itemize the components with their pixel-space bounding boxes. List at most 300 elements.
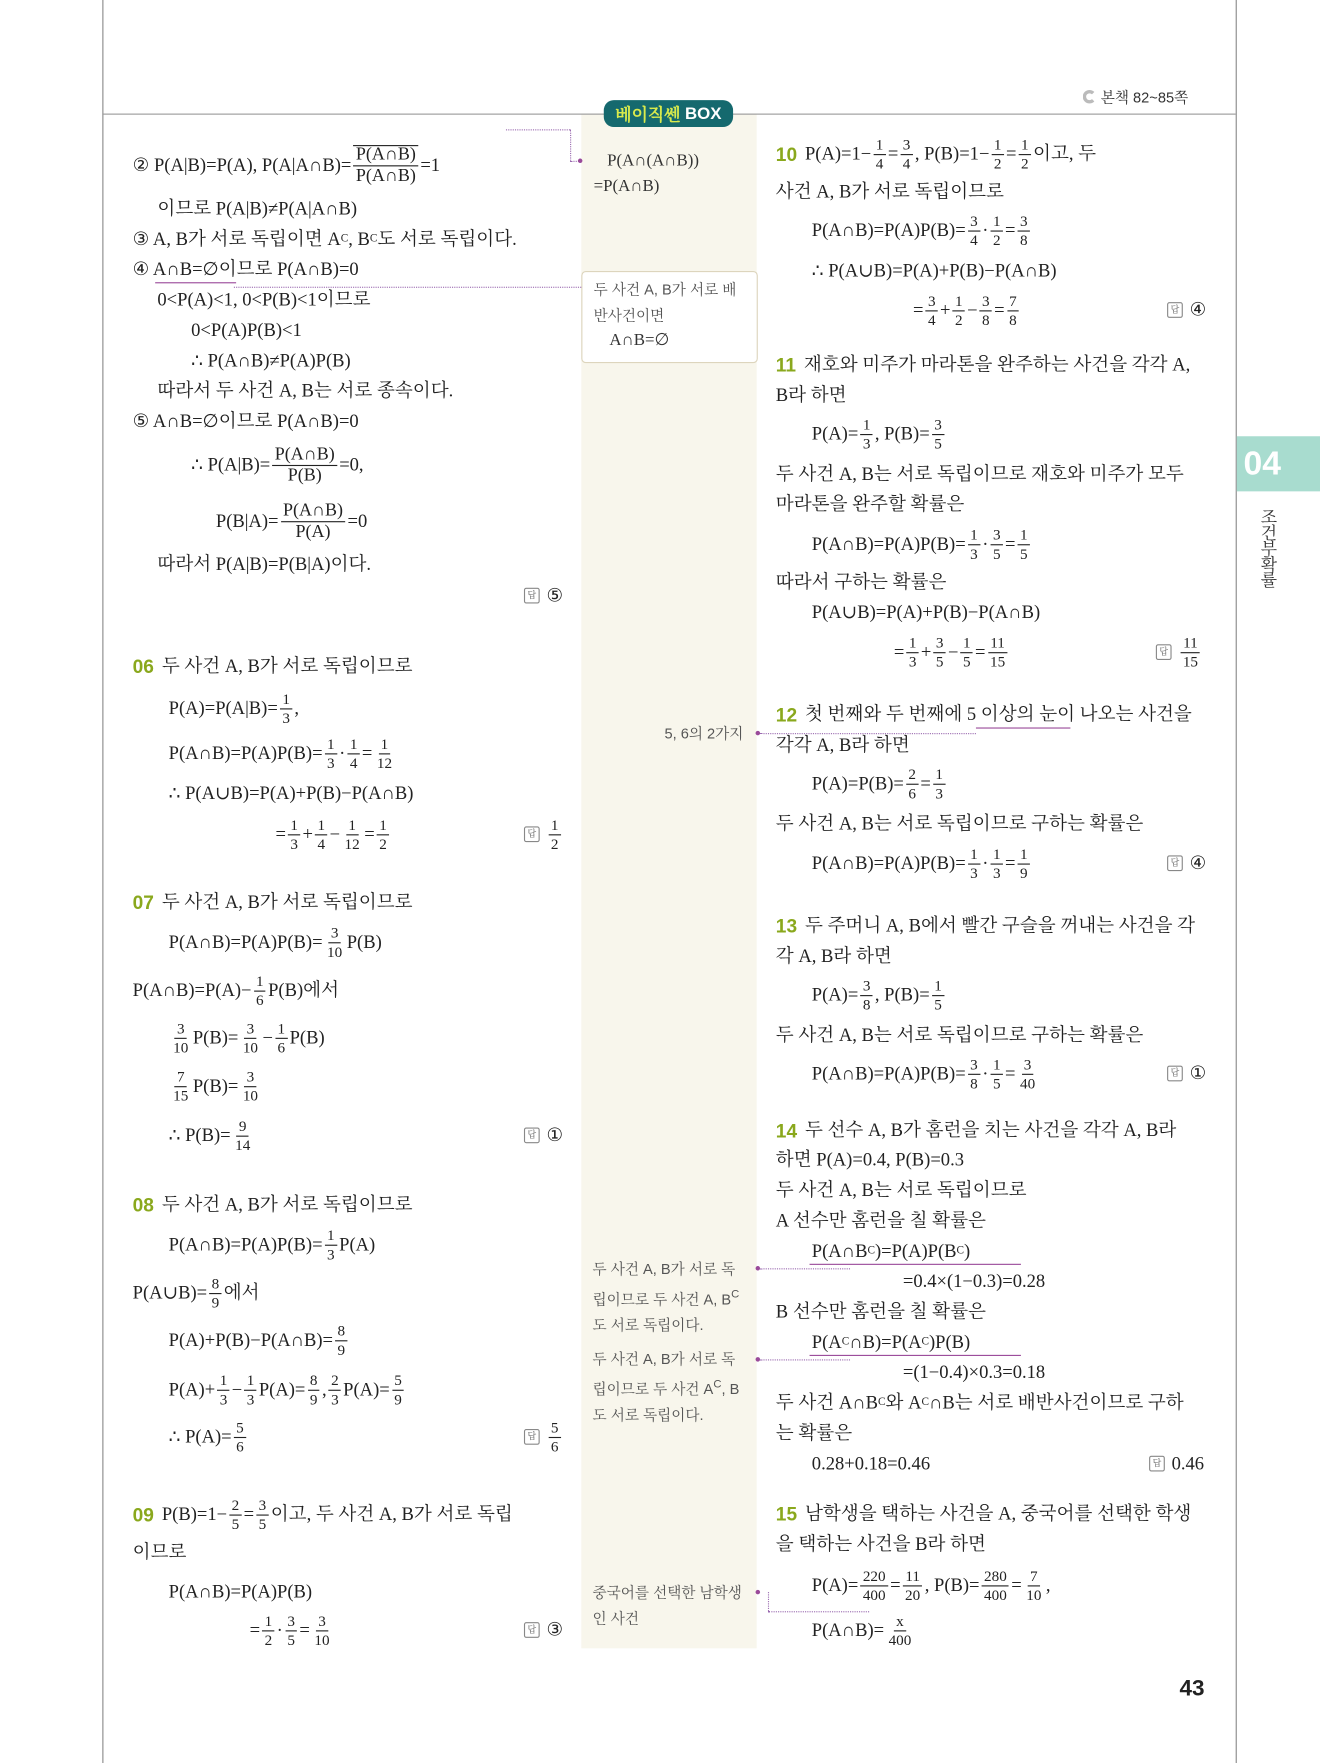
math-text: P(B)=: [192, 1074, 239, 1096]
denominator: 12: [376, 753, 393, 771]
solution-line: [169, 691, 299, 725]
fraction: [377, 817, 389, 851]
numerator: 1: [378, 736, 390, 753]
denominator: 5: [934, 995, 942, 1013]
superscript: C: [956, 1244, 965, 1258]
math-text: 두 사건 A, B는 서로 독립이므로 구하는 확률은: [775, 812, 1144, 834]
solution-line: [157, 552, 372, 575]
solution-line: [775, 914, 1196, 938]
numerator: 3: [934, 635, 946, 652]
math-text: ∩B)=P(A: [849, 1330, 922, 1353]
solution-line: [169, 1420, 249, 1454]
math-text: −: [262, 1026, 273, 1048]
math-text: 두 사건 A∩B: [775, 1391, 879, 1414]
note-line: A∩B=∅: [609, 331, 670, 350]
solution-line: [776, 1424, 852, 1443]
math-text: =: [1005, 532, 1016, 555]
solution-line: [169, 736, 397, 770]
solution-line: [191, 321, 302, 340]
numerator: 3: [1022, 1057, 1034, 1074]
fraction: [961, 635, 973, 669]
solution-line: [811, 1239, 971, 1262]
math-text: P(A∩B)=P(A)P(B)=: [811, 1062, 966, 1084]
fraction: [354, 145, 418, 185]
solution-line: [775, 945, 892, 967]
fraction: [934, 635, 946, 669]
chapter-title-vertical: 조건부확률: [1258, 508, 1278, 587]
answer: [524, 1126, 563, 1145]
page-number: 43: [1179, 1676, 1205, 1702]
denominator: 5: [962, 652, 971, 670]
denominator: 9: [337, 1340, 346, 1358]
problem-number: 09: [132, 1503, 154, 1526]
solution-line: [812, 417, 947, 451]
math-text: P(B): [289, 1026, 325, 1048]
fraction: [953, 293, 965, 327]
leader-line: [570, 129, 571, 160]
fraction: [285, 1613, 297, 1647]
fraction: [988, 635, 1008, 669]
math-text: 와 A: [885, 1391, 922, 1414]
math-text: A 선수만 홈런을 칠 확률은: [775, 1209, 986, 1231]
problem-number: 12: [775, 704, 798, 726]
fraction: [982, 1568, 1009, 1602]
math-text: =: [890, 1573, 901, 1596]
fraction: [932, 978, 944, 1012]
fraction: [342, 817, 362, 851]
numerator: 1: [254, 974, 266, 991]
denominator: 2: [264, 1630, 273, 1648]
numerator: 3: [968, 214, 980, 231]
problem-number: 15: [775, 1503, 798, 1526]
fraction: [392, 1373, 404, 1407]
numerator: 1: [907, 635, 919, 652]
math-text: P(A)+: [168, 1378, 216, 1400]
denominator: 3: [862, 434, 871, 452]
solution-line: [132, 1193, 413, 1216]
note-line: 립이므로 두 사건 $A^C$, B: [592, 1378, 740, 1398]
fraction: [217, 1373, 229, 1407]
denominator: 3: [992, 864, 1001, 881]
fraction: [1018, 847, 1030, 881]
fraction: [325, 1228, 337, 1262]
answer: [524, 1420, 563, 1454]
leader-line: [506, 129, 570, 130]
numerator: 3: [256, 1498, 268, 1515]
fraction: [209, 1276, 221, 1310]
underline: [810, 1264, 1021, 1265]
solution-line: [775, 1119, 1177, 1142]
superscript: C: [921, 1396, 929, 1409]
math-text: P(A∩B)=P(A)P(B)=: [811, 218, 966, 241]
superscript: C: [841, 1335, 850, 1349]
solution-line: [132, 258, 359, 280]
denominator: 3: [327, 1245, 335, 1263]
numerator: 9: [237, 1119, 249, 1136]
fraction: [1018, 1057, 1038, 1091]
math-text: P(A∩B)=P(A)P(B)=: [811, 851, 966, 874]
math-text: =: [1005, 218, 1016, 241]
solution-line: [812, 1613, 916, 1647]
denominator: 400: [984, 1585, 1007, 1603]
denominator: 3: [282, 708, 290, 726]
note-five-six: 5, 6의 2가지: [664, 725, 744, 743]
denominator: 10: [1026, 1585, 1042, 1603]
denominator: 400: [862, 1585, 886, 1603]
note-line: 두 사건 A, B가 서로 독: [592, 1350, 736, 1368]
math-text: =: [361, 741, 373, 764]
math-text: =: [1006, 142, 1017, 164]
solution-line: [775, 353, 1191, 377]
math-text: 이고, 두 사건 A, B가 서로 독립: [270, 1502, 513, 1525]
solution-line: [775, 493, 965, 515]
fraction: [873, 137, 885, 171]
numerator: 3: [329, 925, 341, 942]
fraction: [280, 691, 292, 725]
fraction: [861, 1568, 888, 1602]
solution-line: [133, 1543, 187, 1562]
solution-line: [157, 288, 371, 311]
numerator: 3: [244, 1021, 256, 1038]
solution-line: [775, 733, 910, 756]
note-line: 반사건이면: [593, 306, 665, 324]
answer: [524, 817, 563, 851]
math-text: =: [994, 298, 1005, 321]
solution-line: [812, 767, 948, 801]
numerator: 1: [953, 293, 965, 310]
answer-icon: 답: [524, 1128, 540, 1144]
chapter-tab[interactable]: 04: [1237, 436, 1320, 491]
math-text: ∴ P(B)=: [168, 1124, 231, 1146]
solution-line: [776, 1026, 1144, 1045]
numerator: 3: [316, 1613, 328, 1630]
solution-line: [133, 412, 359, 431]
badge-label-korean: 베이직쎈: [615, 105, 681, 125]
solution-line: [811, 1330, 971, 1353]
denominator: 8: [970, 1074, 978, 1092]
fraction: [1024, 1568, 1044, 1602]
denominator: 5: [934, 434, 942, 452]
superscript: C: [340, 232, 349, 246]
superscript: C: [369, 232, 378, 246]
leader-line: [768, 1592, 769, 1611]
denominator: 400: [888, 1630, 912, 1648]
solution-line: [133, 1276, 260, 1310]
numerator: P(A∩B): [281, 502, 345, 522]
math-text: =: [920, 772, 931, 794]
denominator: 2: [379, 834, 387, 852]
math-text: P(A)=P(B)=: [811, 772, 904, 794]
denominator: 3: [327, 753, 335, 771]
math-text: 이고, 두: [1033, 142, 1097, 164]
numerator: 1: [288, 817, 300, 834]
fraction: [861, 978, 873, 1012]
math-text: ∴ P(A∩B)≠P(A)P(B): [191, 349, 351, 371]
numerator: 7: [1007, 293, 1019, 310]
fraction: [968, 214, 980, 248]
note-mutually-exclusive: [581, 271, 758, 363]
numerator: 1: [346, 817, 358, 834]
superscript: C: [867, 1244, 875, 1258]
denominator: 8: [1020, 231, 1028, 248]
denominator: P(A∩B): [355, 166, 416, 186]
numerator: 1: [244, 1373, 256, 1390]
math-text: 마라톤을 완주할 확률은: [775, 493, 965, 515]
answer-icon: 답: [1167, 1066, 1183, 1082]
math-text: P(A∪B)=P(A)+P(B)−P(A∩B): [811, 601, 1041, 623]
numerator: 5: [234, 1420, 246, 1437]
underline: [155, 282, 236, 283]
numerator: 1: [873, 137, 885, 154]
math-text: B 선수만 홈런을 칠 확률은: [775, 1300, 986, 1322]
numerator: 1: [992, 137, 1004, 154]
denominator: 5: [992, 544, 1001, 562]
solution-line: [775, 1300, 986, 1322]
numerator: 11: [1181, 635, 1200, 652]
solution-line: [169, 1228, 376, 1262]
solution-line: [812, 1057, 1040, 1091]
underline: [810, 1355, 1021, 1356]
fraction: [933, 767, 945, 801]
solution-line: [775, 570, 947, 593]
fraction: [1018, 214, 1030, 248]
math-text: 사건 A, B가 서로 독립이므로: [775, 180, 1004, 203]
numerator: 2: [906, 767, 918, 784]
math-text: ·: [276, 1618, 283, 1641]
math-text: ④: [1189, 298, 1207, 321]
math-text: )=P(A)P(B: [874, 1239, 957, 1262]
numerator: 2: [229, 1498, 241, 1515]
numerator: 3: [244, 1069, 256, 1086]
math-text: −: [231, 1378, 243, 1400]
math-text: ,: [321, 1378, 327, 1400]
math-text: P(A∩B)=P(A)P(B)=: [168, 741, 323, 764]
fraction: [325, 925, 345, 959]
solution-line: [133, 145, 440, 185]
math-text: −: [329, 822, 341, 845]
denominator: 5: [287, 1630, 295, 1648]
denominator: 6: [256, 991, 264, 1008]
numerator: 8: [335, 1323, 347, 1340]
math-text: ③ A, B가 서로 독립이면 A: [132, 227, 341, 250]
numerator: 3: [285, 1613, 297, 1630]
denominator: 4: [970, 231, 978, 248]
answer: [1167, 1064, 1206, 1083]
answer-icon: 답: [524, 826, 540, 842]
math-text: 0<P(A)P(B)<1: [191, 319, 302, 341]
reference-icon: [1083, 89, 1096, 102]
solution-line: [894, 635, 1010, 669]
solution-line: [775, 1209, 986, 1231]
numerator: 1: [262, 1613, 274, 1630]
solution-line: [775, 1391, 1184, 1414]
math-text: 따라서 P(A|B)=P(B|A)이다.: [157, 552, 372, 575]
solution-line: [903, 1272, 1045, 1291]
numerator: 1: [377, 817, 389, 834]
fraction: [991, 214, 1003, 248]
math-text: =0.4×(1−0.3)=0.28: [902, 1270, 1046, 1292]
leader-line: [760, 733, 976, 734]
underline: [976, 727, 1070, 728]
denominator: 10: [173, 1038, 189, 1056]
math-text: +: [940, 298, 951, 321]
denominator: 15: [1182, 652, 1199, 670]
fraction: [932, 417, 944, 451]
denominator: 12: [344, 834, 360, 852]
math-text: 도 서로 독립이다.: [377, 227, 517, 250]
math-text: P(A∩B)=P(A)P(B)=: [168, 1233, 323, 1255]
note-independent-bc: [593, 1256, 740, 1338]
math-text: P(A∪B)=: [132, 1281, 208, 1303]
textbook-reference: [1083, 85, 1188, 106]
numerator: 1: [325, 1228, 337, 1245]
answer-icon: 답: [1156, 644, 1172, 660]
denominator: 10: [314, 1630, 330, 1648]
math-text: =: [975, 640, 986, 662]
numerator: 3: [861, 978, 873, 995]
math-text: P(A∩B)=P(A)P(B): [168, 1580, 313, 1602]
note-intersection: [593, 148, 699, 200]
denominator: 15: [173, 1086, 189, 1104]
denominator: 4: [927, 310, 936, 328]
numerator: 280: [982, 1568, 1009, 1585]
math-text: ∴ P(A∪B)=P(A)+P(B)−P(A∩B): [168, 782, 414, 804]
basic-box-badge: [604, 100, 733, 127]
denominator: 10: [327, 942, 343, 960]
denominator: 9: [211, 1293, 220, 1311]
note-line: 두 사건 A, B가 서로 독: [592, 1260, 736, 1278]
math-text: =0,: [339, 453, 364, 476]
numerator: 5: [392, 1373, 404, 1390]
left-page-border: [102, 0, 103, 1763]
fraction: [907, 635, 919, 669]
math-text: =: [299, 1618, 310, 1641]
math-text: =: [893, 640, 905, 662]
math-text: +: [302, 822, 313, 845]
solution-line: [775, 1502, 1192, 1526]
denominator: 3: [219, 1390, 228, 1408]
leader-dot: [756, 1590, 760, 1594]
math-text: 두 사건 A, B는 서로 독립이므로 구하는 확률은: [775, 1024, 1144, 1046]
leader-dot: [578, 159, 582, 163]
fraction: [275, 1021, 287, 1055]
solution-line: [250, 1613, 334, 1647]
numerator: 3: [175, 1021, 187, 1038]
fraction: [991, 847, 1003, 881]
solution-line: [776, 386, 847, 405]
numerator: 1: [933, 767, 945, 784]
math-text: 는 확률은: [775, 1422, 853, 1444]
numerator: x: [894, 1613, 906, 1630]
solution-line: [169, 1021, 325, 1055]
numerator: 3: [968, 1057, 980, 1074]
denominator: 10: [242, 1086, 259, 1104]
problem-number: 11: [775, 354, 797, 377]
fraction: [335, 1323, 347, 1357]
numerator: 3: [926, 293, 938, 310]
math-text: 따라서 구하는 확률은: [775, 570, 947, 593]
denominator: 6: [277, 1038, 286, 1056]
math-text: 각각 A, B라 하면: [775, 733, 910, 756]
fraction: [926, 293, 938, 327]
math-text: ④: [1189, 851, 1207, 874]
math-text: ∴ P(A)=: [168, 1425, 232, 1447]
denominator: 6: [236, 1437, 244, 1455]
fraction: [348, 736, 360, 770]
fraction: [171, 1069, 191, 1103]
fraction: [254, 974, 266, 1008]
solution-line: [169, 1119, 255, 1153]
math-text: B라 하면: [775, 384, 847, 406]
math-text: ③: [546, 1618, 564, 1641]
numerator: 11: [903, 1568, 922, 1585]
denominator: 40: [1020, 1074, 1036, 1092]
numerator: 3: [991, 527, 1003, 544]
numerator: 7: [1028, 1568, 1040, 1585]
numerator: 7: [175, 1069, 187, 1086]
numerator: 1: [549, 817, 561, 834]
math-text: =: [249, 1618, 261, 1641]
denominator: 4: [349, 753, 358, 771]
math-text: 하면 P(A)=0.4, P(B)=0.3: [775, 1148, 964, 1171]
solution-line: [811, 601, 1041, 623]
fraction: [234, 1420, 246, 1454]
denominator: 9: [1020, 864, 1028, 881]
denominator: 3: [970, 864, 978, 881]
solution-line: [812, 978, 947, 1012]
fraction: [171, 1021, 191, 1055]
math-text: ·: [339, 741, 346, 764]
math-text: 두 사건 A, B가 서로 독립이므로: [161, 891, 413, 913]
numerator: 1: [961, 635, 973, 652]
math-text: −: [967, 298, 978, 321]
problem-number: 14: [775, 1120, 798, 1142]
answer-icon: 답: [1149, 1456, 1165, 1472]
fraction: [329, 1373, 341, 1407]
math-text: 0.28+0.18=0.46: [811, 1452, 931, 1474]
math-text: P(B): [346, 930, 382, 953]
note-line: 두 사건 A, B가 서로 배: [593, 281, 737, 298]
numerator: 1: [968, 527, 980, 544]
denominator: 3: [331, 1390, 339, 1408]
numerator: 1: [991, 1057, 1003, 1074]
denominator: 8: [862, 995, 871, 1013]
math-text: P(A∩B: [811, 1239, 868, 1262]
fraction: [1181, 635, 1201, 669]
math-text: 두 사건 A, B가 서로 독립이므로: [161, 655, 413, 677]
answer-icon: 답: [524, 588, 540, 604]
answer: [524, 1618, 564, 1641]
numerator: 1: [932, 978, 944, 995]
note-line: 중국어를 선택한 남학생: [592, 1584, 742, 1602]
note-line: 도 서로 독립이다.: [592, 1316, 704, 1334]
math-text: =: [1011, 1573, 1022, 1596]
denominator: 9: [394, 1390, 402, 1408]
badge-label-box: BOX: [684, 104, 722, 124]
superscript: C: [921, 1335, 930, 1349]
denominator: 8: [1009, 310, 1017, 328]
math-text: =1: [420, 153, 441, 176]
math-text: 재호와 미주가 마라톤을 완주하는 사건을 각각 A,: [803, 353, 1191, 376]
denominator: 3: [908, 652, 917, 670]
fraction: [375, 736, 395, 770]
solution-line: [132, 227, 517, 250]
answer-icon: 답: [524, 1429, 540, 1445]
answer: [1156, 635, 1203, 669]
math-text: P(A)=: [343, 1378, 390, 1400]
problem-number: 08: [132, 1194, 154, 1216]
answer-icon: 답: [1167, 856, 1183, 872]
